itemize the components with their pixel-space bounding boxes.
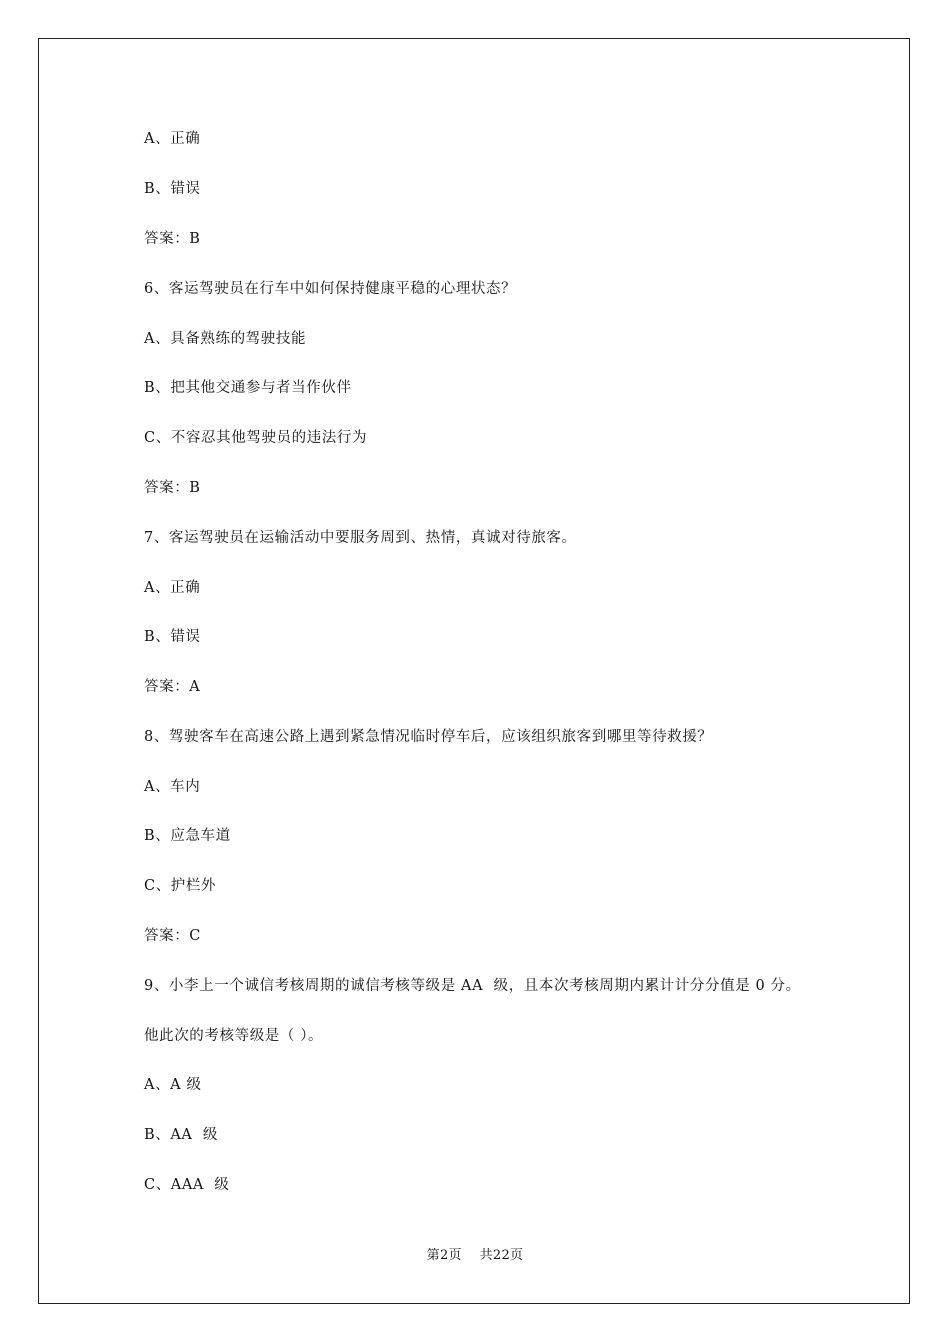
option-line: A、正确 — [144, 131, 201, 147]
option-line: C、不容忍其他驾驶员的违法行为 — [144, 430, 368, 446]
option-line: B、AA 级 — [144, 1127, 219, 1143]
option-line: B、把其他交通参与者当作伙伴 — [144, 380, 352, 396]
option-line: C、AAA 级 — [144, 1177, 230, 1193]
page-number: 第2页 — [426, 1248, 462, 1263]
answer-line: 答案：B — [144, 231, 201, 247]
question-line: 8、驾驶客车在高速公路上遇到紧急情况临时停车后，应该组织旅客到哪里等待救援？ — [144, 729, 713, 745]
option-line: A、车内 — [144, 779, 201, 795]
option-line: B、错误 — [144, 181, 201, 197]
option-line: B、应急车道 — [144, 828, 231, 844]
page-footer — [0, 1247, 950, 1265]
page-frame — [38, 38, 910, 1304]
option-line: A、正确 — [144, 580, 201, 596]
question-line: 7、客运驾驶员在运输活动中要服务周到、热情，真诚对待旅客。 — [144, 530, 577, 546]
question-line: 9、小李上一个诚信考核周期的诚信考核等级是 AA 级，且本次考核周期内累计计分分值是 0 分。 — [144, 978, 801, 994]
option-line: B、错误 — [144, 629, 201, 645]
question-line: 6、客运驾驶员在行车中如何保持健康平稳的心理状态？ — [144, 281, 517, 297]
answer-line: 答案：A — [144, 679, 201, 695]
page-total: 共22页 — [479, 1248, 524, 1263]
answer-line: 答案：B — [144, 480, 201, 496]
option-line: A、A 级 — [144, 1077, 202, 1093]
option-line: A、具备熟练的驾驶技能 — [144, 331, 307, 347]
question-line-continued: 他此次的考核等级是（ ）。 — [144, 1028, 324, 1044]
answer-line: 答案：C — [144, 928, 201, 944]
option-line: C、护栏外 — [144, 878, 217, 894]
